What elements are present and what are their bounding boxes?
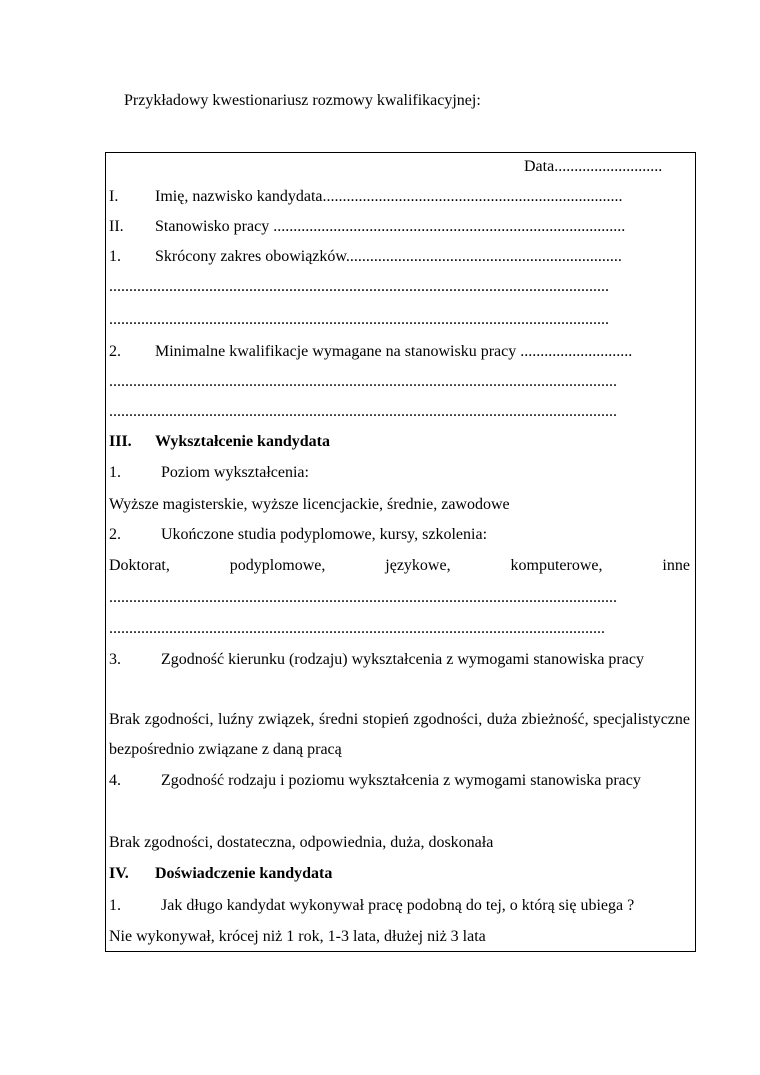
item-label: Poziom wykształcenia: — [161, 464, 309, 481]
fill-dots: ..................................................................... — [345, 248, 622, 265]
item-3-3-field-match — [109, 645, 690, 675]
item-number: 2. — [109, 526, 121, 543]
item-number: 2. — [109, 343, 121, 360]
answer-options[interactable]: Wyższe magisterskie, wyższe licencjackie, średnie, zawodowe — [109, 496, 510, 513]
item-label: Skrócony zakres obowiązków — [155, 248, 346, 265]
date-field[interactable]: Data........................... — [524, 158, 663, 175]
item-label: Jak długo kandydat wykonywał pracę podobną do tej, o którą się ubiega ? — [161, 897, 635, 914]
section-number: I. — [109, 188, 119, 205]
fill-dots: ............................ — [516, 343, 633, 360]
item-number: 3. — [109, 651, 121, 668]
item-number: 4. — [109, 772, 121, 789]
section-label: Imię, nazwisko kandydata — [155, 188, 323, 205]
section-1-name[interactable] — [109, 187, 623, 207]
section-number: III. — [109, 433, 132, 450]
section-4-experience — [109, 864, 332, 884]
section-3-education — [109, 432, 330, 452]
page-heading: Przykładowy kwestionariusz rozmowy kwalifikacyjnej: — [124, 92, 481, 109]
fill-dots: ........................................................................... — [322, 188, 623, 205]
option-doctorate[interactable]: Doktorat, — [109, 557, 170, 574]
section-2-position[interactable] — [109, 217, 625, 237]
dotted-answer-line[interactable]: ............................................................................................................................. — [109, 311, 609, 328]
section-label: Doświadczenie kandydata — [155, 865, 333, 882]
section-number: IV. — [109, 865, 129, 882]
item-2-qualifications[interactable] — [109, 342, 632, 362]
item-3-4-level-match — [109, 766, 690, 796]
option-computer[interactable]: komputerowe, — [510, 557, 603, 574]
item-label: Minimalne kwalifikacje wymagane na stanowisku pracy — [155, 343, 517, 360]
answer-options[interactable]: Brak zgodności, luźny związek, średni stopień zgodności, duża zbieżność, specjalistyczne bezpośrednio związane z daną pracą — [109, 711, 690, 758]
item-number: 1. — [109, 464, 121, 481]
item-label: Zgodność rodzaju i poziomu wykształcenia z wymogami stanowiska pracy — [161, 772, 641, 789]
option-postgraduate[interactable]: podyplomowe, — [229, 557, 326, 574]
item-3-2-courses — [109, 525, 487, 545]
option-language[interactable]: językowe, — [385, 557, 451, 574]
item-label: Zgodność kierunku (rodzaju) wykształcenia z wymogami stanowiska pracy — [161, 651, 644, 668]
dotted-answer-line[interactable]: ............................................................................................................................... — [109, 403, 617, 420]
answer-options[interactable]: Brak zgodności, dostateczna, odpowiednia, duża, doskonała — [109, 834, 494, 851]
section-label: Stanowisko pracy — [155, 218, 270, 235]
section-label: Wykształcenie kandydata — [155, 433, 330, 450]
item-4-1-duration — [109, 896, 634, 916]
item-number: 1. — [109, 897, 121, 914]
answer-options[interactable]: Nie wykonywał, krócej niż 1 rok, 1-3 lata, dłużej niż 3 lata — [109, 928, 486, 945]
dotted-answer-line[interactable]: ............................................................................................................................... — [109, 589, 617, 606]
item-3-1-level — [109, 463, 309, 483]
fill-dots: ........................................................................................ — [269, 218, 626, 235]
dotted-answer-line[interactable]: ............................................................................................................................. — [109, 278, 609, 295]
item-1-duties[interactable] — [109, 247, 622, 267]
section-number: II. — [109, 218, 124, 235]
item-label: Ukończone studia podyplomowe, kursy, szkolenia: — [161, 526, 488, 543]
dotted-answer-line[interactable]: ............................................................................................................................ — [109, 620, 605, 637]
questionnaire-form — [105, 152, 696, 952]
option-other[interactable]: inne — [662, 557, 690, 574]
course-options[interactable] — [109, 556, 690, 576]
dotted-answer-line[interactable]: ............................................................................................................................... — [109, 373, 617, 390]
item-number: 1. — [109, 248, 121, 265]
